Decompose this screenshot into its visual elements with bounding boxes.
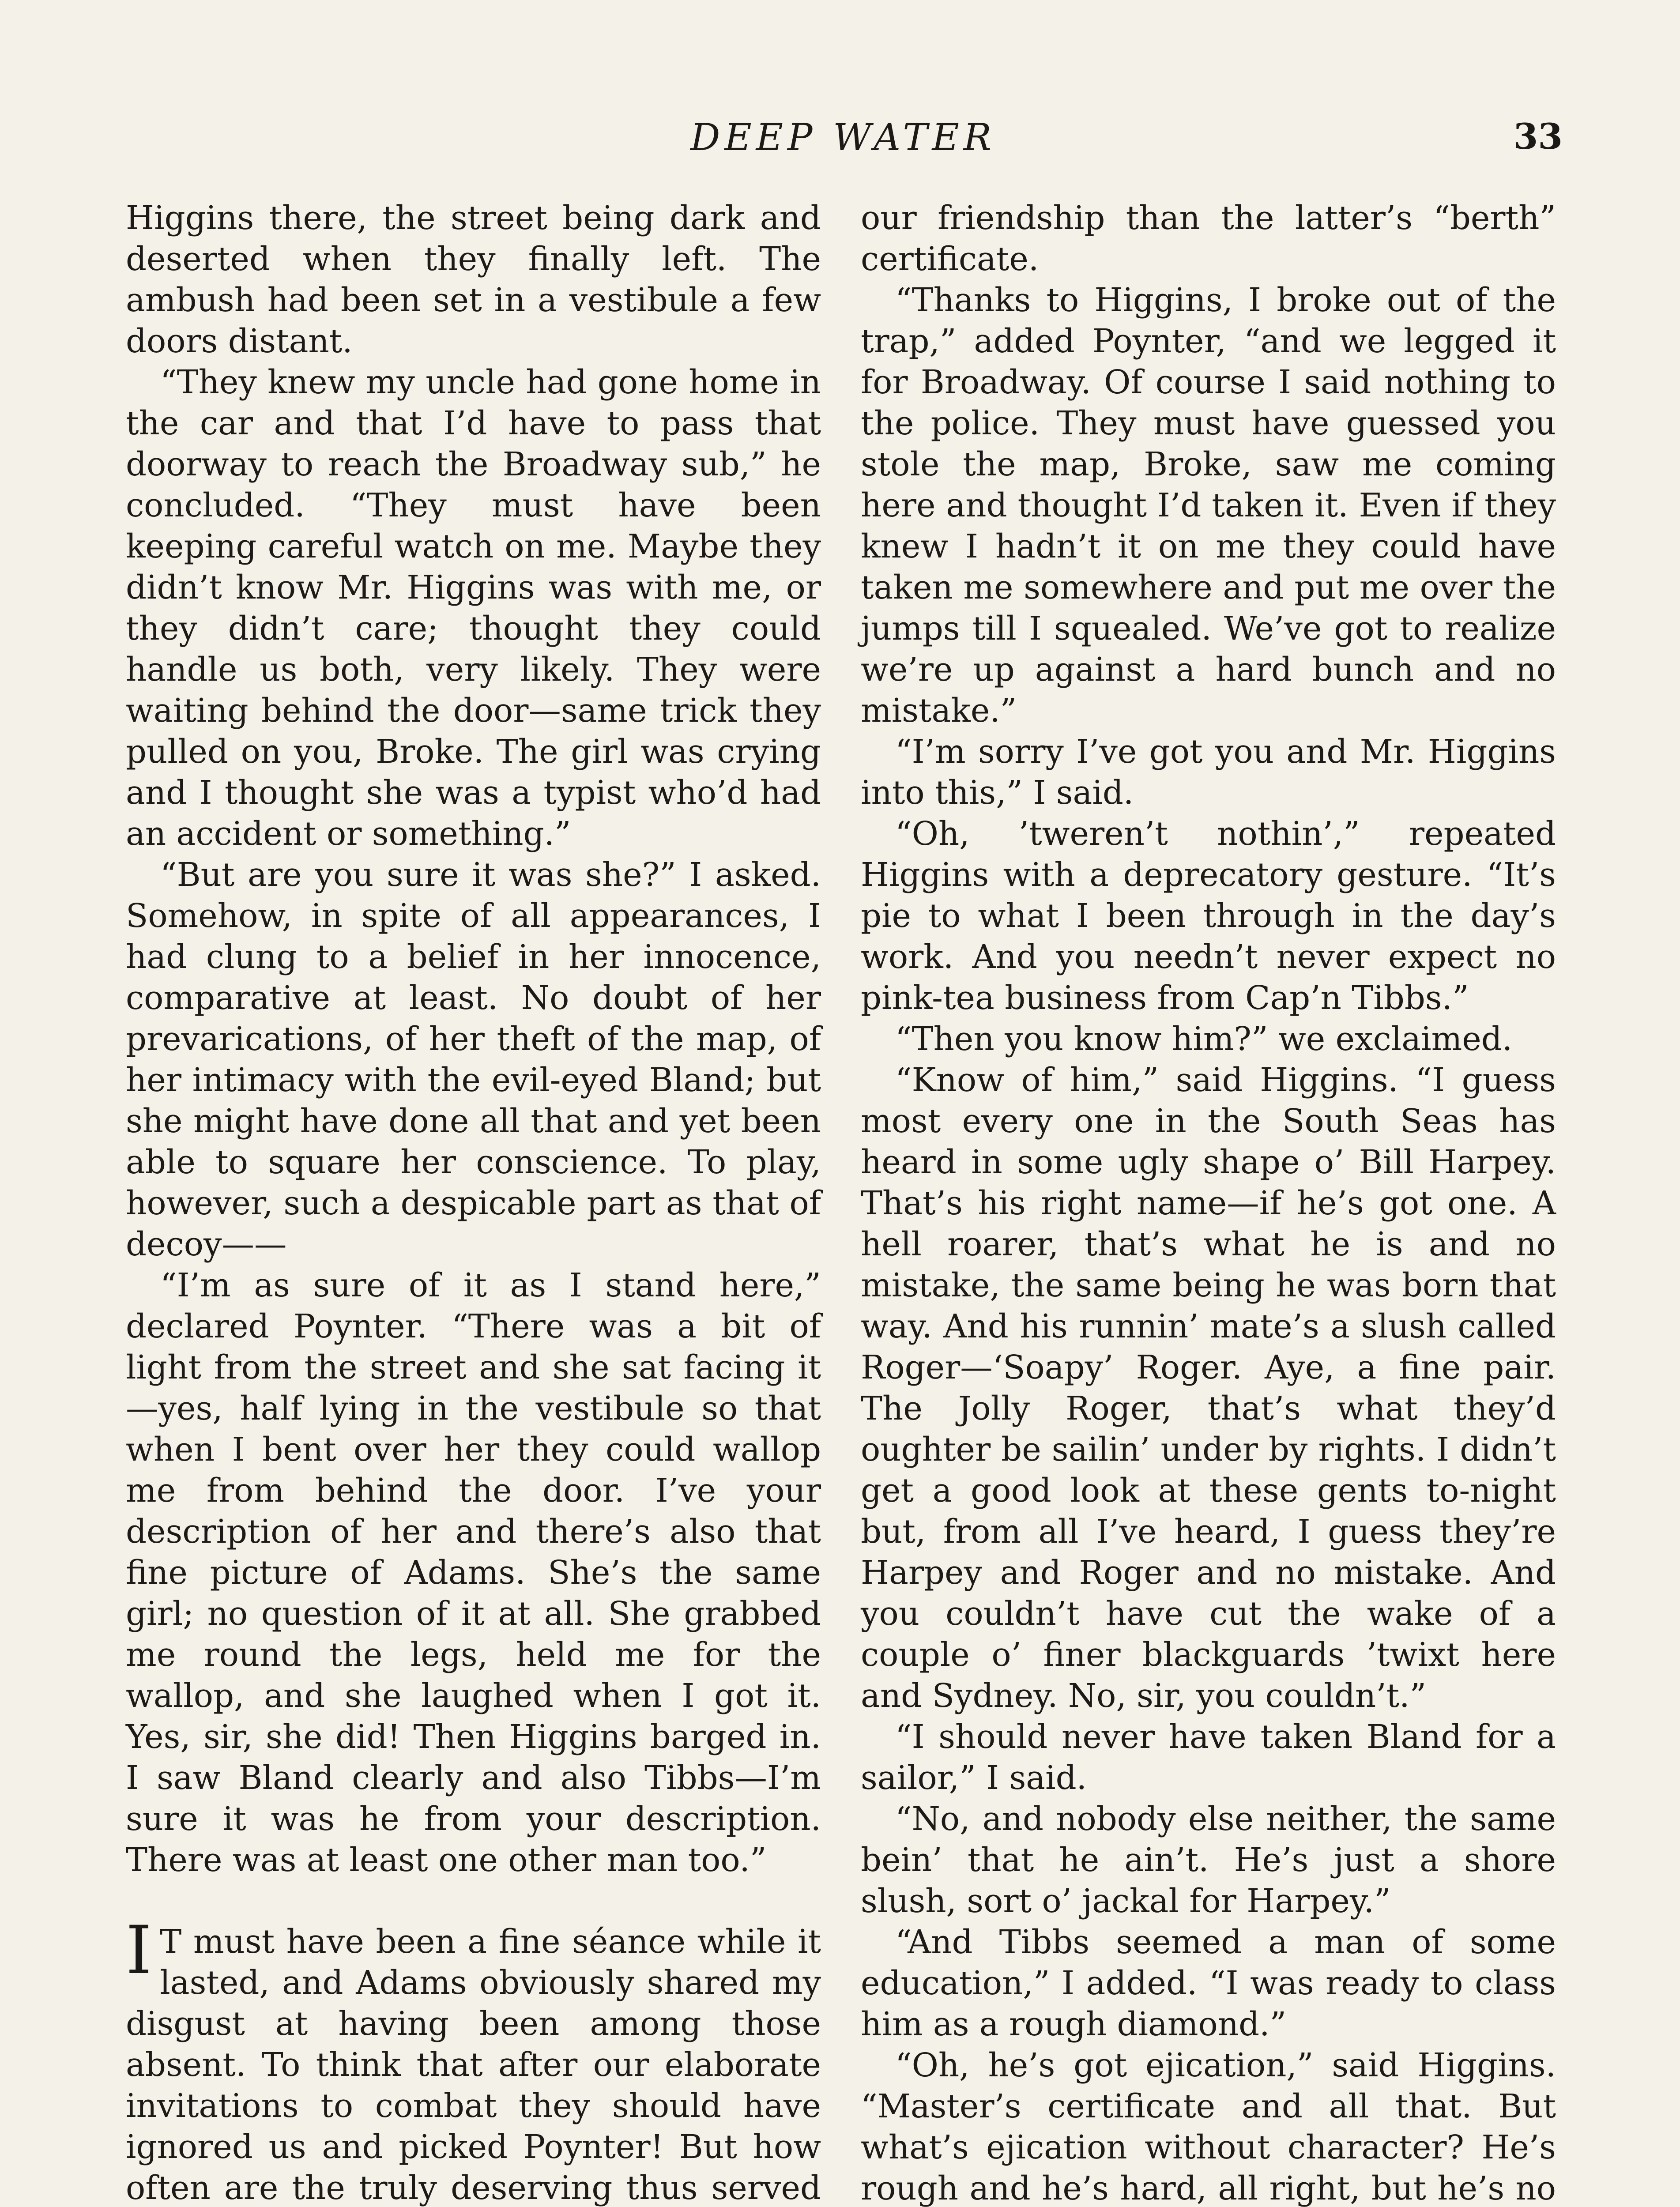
section-paragraph [126,1912,821,2207]
paragraph: “Know of him,” said Higgins. “I guess most every one in the South Seas has heard in some ugly shape o’ Bill Harpey. That’s his right name—if he’s got one. A hell roarer, that’s what he is and no mistake, the same being he was born that way. And his runnin’ mate’s a slush called Roger—‘Soapy’ Roger. Aye, a fine pair. The Jolly Roger, that’s what they’d oughter be sailin’ under by rights. I didn’t get a good look at these gents to-night but, from all I’ve heard, I guess they’re Harpey and Roger and no mistake. And you couldn’t have cut the wake of a couple o’ finer blackguards ’twixt here and Sydney. No, sir, you couldn’t.” [861,1062,1556,1715]
section-text: T must have been a fine séance while it lasted, and Adams obviously shared my disgust at having been among those absent. To think that after our elaborate invitations to combat they should have ignored us and picked Poynter! But how often are the truly deserving thus served [126,1923,821,2207]
paragraph: “Oh, ’tweren’t nothin’,” repeated Higgins with a deprecatory gesture. “It’s pie to what I been through in the day’s work. And you needn’t never expect no pink-tea business from Cap’n Tibbs.” [861,815,1556,1017]
paragraph: “I’m as sure of it as I stand here,” declared Poynter. “There was a bit of light from the street and she sat facing it—yes, half lying in the vestibule so that when I bent over her they could wallop me from behind the door. I’ve your description of her and there’s also that fine picture of Adams. She’s the same girl; no question of it at all. She grabbed me round the legs, held me for the wallop, and she laughed when I got it. Yes, sir, she did! Then Higgins barged in. I saw Bland clearly and also Tibbs—I’m sure it was he from your description. There was at least one other man too.” [126,1267,821,1879]
paragraph-continuation: our friendship than the latter’s “berth” certificate. [861,200,1556,278]
running-title: DEEP WATER [690,116,996,159]
paragraph: “No, and nobody else neither, the same bein’ that he ain’t. He’s just a shore slush, sort o’ jackal for Harpey.” [861,1800,1556,1920]
right-column [861,198,1556,2207]
paragraph: “They knew my uncle had gone home in the car and that I’d have to pass that doorway to reach the Broadway sub,” he concluded. “They must have been keeping careful watch on me. Maybe they didn’t know Mr. Higgins was with me, or they didn’t care; thought they could handle us both, very likely. They were waiting behind the door—same trick they pulled on you, Broke. The girl was crying and I thought she was a typist who’d had an accident or something.” [126,364,821,853]
drop-cap: I [126,1912,152,1989]
page-header [124,116,1563,164]
paragraph: “Oh, he’s got ejication,” said Higgins. “Master’s certificate and all that. But what’s ejication without character? He’s rough and he’s hard, all right, but he’s no [861,2047,1556,2207]
paragraph: “I’m sorry I’ve got you and Mr. Higgins into this,” I said. [861,733,1556,812]
page-number: 33 [1513,116,1563,157]
paragraph: “Thanks to Higgins, I broke out of the trap,” added Poynter, “and we legged it for Broadway. Of course I said nothing to the police. They must have guessed you stole the map, Broke, saw me coming here and thought I’d taken it. Even if they knew I hadn’t it on me they could have taken me somewhere and put me over the jumps till I squealed. We’ve got to realize we’re up against a hard bunch and no mistake.” [861,282,1556,730]
paragraph: Higgins there, the street being dark and deserted when they finally left. The ambush had been set in a vestibule a few doors distant. [126,200,821,360]
paragraph: “I should never have taken Bland for a sailor,” I said. [861,1718,1556,1797]
paragraph: “And Tibbs seemed a man of some education,” I added. “I was ready to class him as a rough diamond.” [861,1924,1556,2043]
paragraph: “Then you know him?” we exclaimed. [895,1021,1513,1058]
left-column [126,198,821,2207]
paragraph: “But are you sure it was she?” I asked. Somehow, in spite of all appearances, I had clung to a belief in her innocence, comparative at least. No doubt of her prevarications, of her theft of the map, of her intimacy with the evil-eyed Bland; but she might have done all that and yet been able to square her conscience. To play, however, such a despicable part as that of decoy—— [126,856,821,1263]
